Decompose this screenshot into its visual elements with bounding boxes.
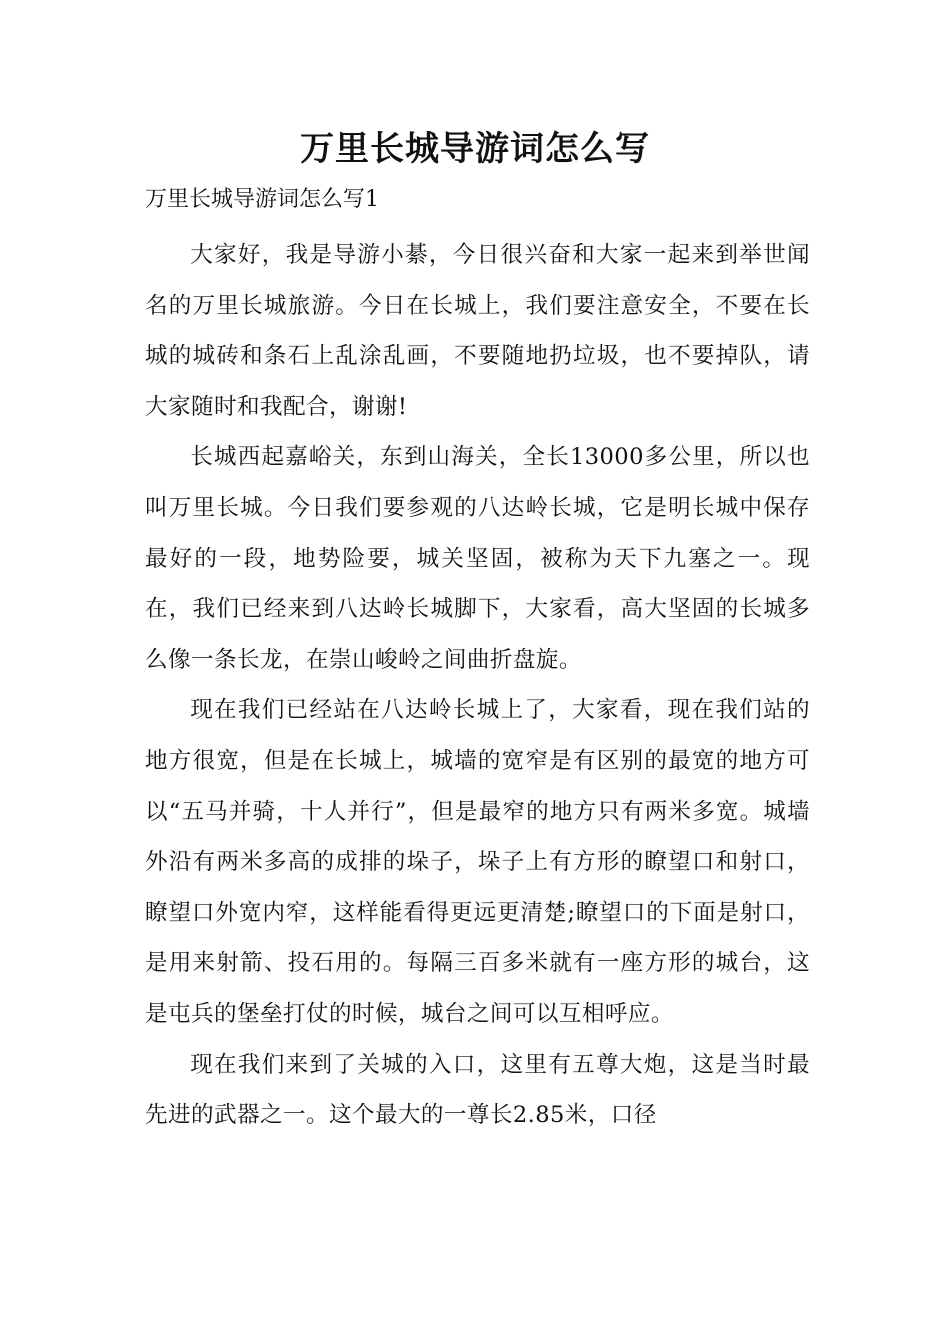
paragraph-wall-structure: 现在我们已经站在八达岭长城上了，大家看，现在我们站的地方很宽，但是在长城上，城墙的宽窄是有区别的最宽的地方可以“五马并骑，十人并行”，但是最窄的地方只有两米多宽。城墙外沿有两米多高的成排的垛子，垛子上有方形的瞭望口和射口，瞭望口外宽内窄，这样能看得更远更清楚;瞭望口的下面是射口，是用来射箭、投石用的。每隔三百多米就有一座方形的城台，这是屯兵的堡垒打仗的时候，城台之间可以互相呼应。 <box>145 697 810 1027</box>
document-body <box>145 230 810 1141</box>
paragraph-greeting: 大家好，我是导游小綦，今日很兴奋和大家一起来到举世闻名的万里长城旅游。今日在长城上，我们要注意安全，不要在长城的城砖和条石上乱涂乱画，不要随地扔垃圾，也不要掉队，请大家随时和我配合，谢谢! <box>145 242 810 420</box>
section-heading: 万里长城导游词怎么写1 <box>145 187 379 212</box>
paragraph-cannons: 现在我们来到了关城的入口，这里有五尊大炮，这是当时最先进的武器之一。这个最大的一尊长2.85米，口径 <box>145 1051 810 1129</box>
paragraph-great-wall-overview: 长城西起嘉峪关，东到山海关，全长13000多公里，所以也叫万里长城。今日我们要参观的八达岭长城，它是明长城中保存最好的一段，地势险要，城关坚固，被称为天下九塞之一。现在，我们已经来到八达岭长城脚下，大家看，高大坚固的长城多么像一条长龙，在崇山峻岭之间曲折盘旋。 <box>145 444 810 673</box>
document-title: 万里长城导游词怎么写 <box>300 129 650 169</box>
